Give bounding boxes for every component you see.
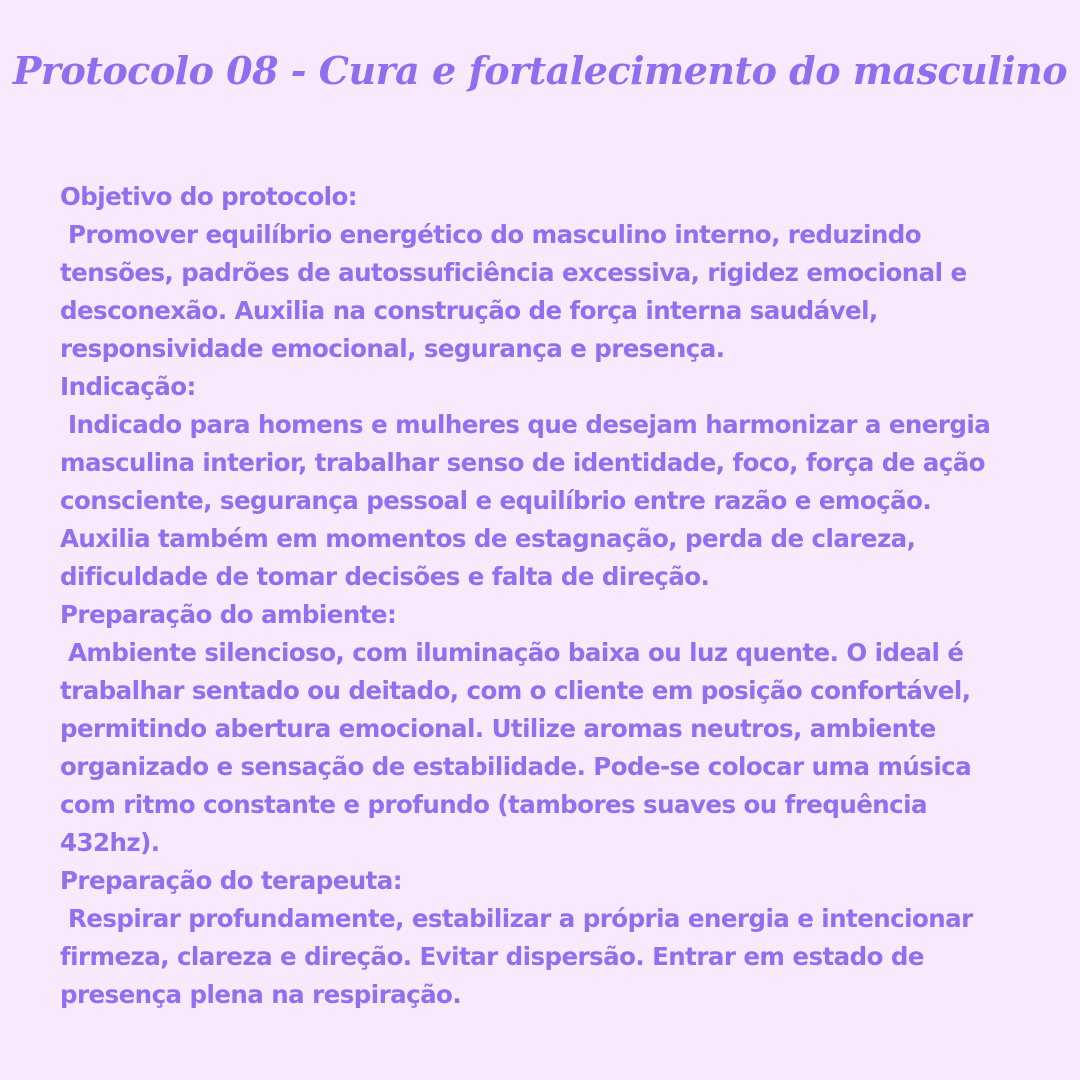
- paragraph-line: 432hz).: [60, 828, 160, 857]
- paragraph-line: presença plena na respiração.: [60, 980, 462, 1009]
- paragraph-line: firmeza, clareza e direção. Evitar dispersão. Entrar em estado de: [60, 942, 924, 971]
- paragraph-line: dificuldade de tomar decisões e falta de direção.: [60, 562, 710, 591]
- section-preparacao-terapeuta: [60, 862, 1035, 1014]
- paragraph-line: Ambiente silencioso, com iluminação baixa ou luz quente. O ideal é: [60, 638, 964, 667]
- paragraph-line: desconexão. Auxilia na construção de força interna saudável,: [60, 296, 878, 325]
- section-heading: Preparação do ambiente:: [60, 600, 397, 629]
- section-heading: Objetivo do protocolo:: [60, 182, 357, 211]
- section-heading: Indicação:: [60, 372, 196, 401]
- page-title: Protocolo 08 - Cura e fortalecimento do masculino: [12, 48, 1068, 93]
- paragraph-line: trabalhar sentado ou deitado, com o cliente em posição confortável,: [60, 676, 971, 705]
- paragraph-line: permitindo abertura emocional. Utilize aromas neutros, ambiente: [60, 714, 936, 743]
- paragraph-line: tensões, padrões de autossuficiência excessiva, rigidez emocional e: [60, 258, 967, 287]
- paragraph-line: Promover equilíbrio energético do masculino interno, reduzindo: [60, 220, 922, 249]
- paragraph-line: com ritmo constante e profundo (tambores suaves ou frequência: [60, 790, 927, 819]
- paragraph-line: masculina interior, trabalhar senso de identidade, foco, força de ação: [60, 448, 985, 477]
- paragraph-line: Indicado para homens e mulheres que desejam harmonizar a energia: [60, 410, 991, 439]
- paragraph-line: Respirar profundamente, estabilizar a própria energia e intencionar: [60, 904, 973, 933]
- paragraph-line: responsividade emocional, segurança e presença.: [60, 334, 725, 363]
- paragraph-line: consciente, segurança pessoal e equilíbrio entre razão e emoção.: [60, 486, 932, 515]
- section-heading: Preparação do terapeuta:: [60, 866, 403, 895]
- protocol-body: [60, 178, 1035, 1014]
- section-preparacao-ambiente: [60, 596, 1035, 862]
- section-indicacao: [60, 368, 1035, 596]
- paragraph-line: Auxilia também em momentos de estagnação, perda de clareza,: [60, 524, 916, 553]
- section-objetivo: [60, 178, 1035, 368]
- paragraph-line: organizado e sensação de estabilidade. Pode-se colocar uma música: [60, 752, 972, 781]
